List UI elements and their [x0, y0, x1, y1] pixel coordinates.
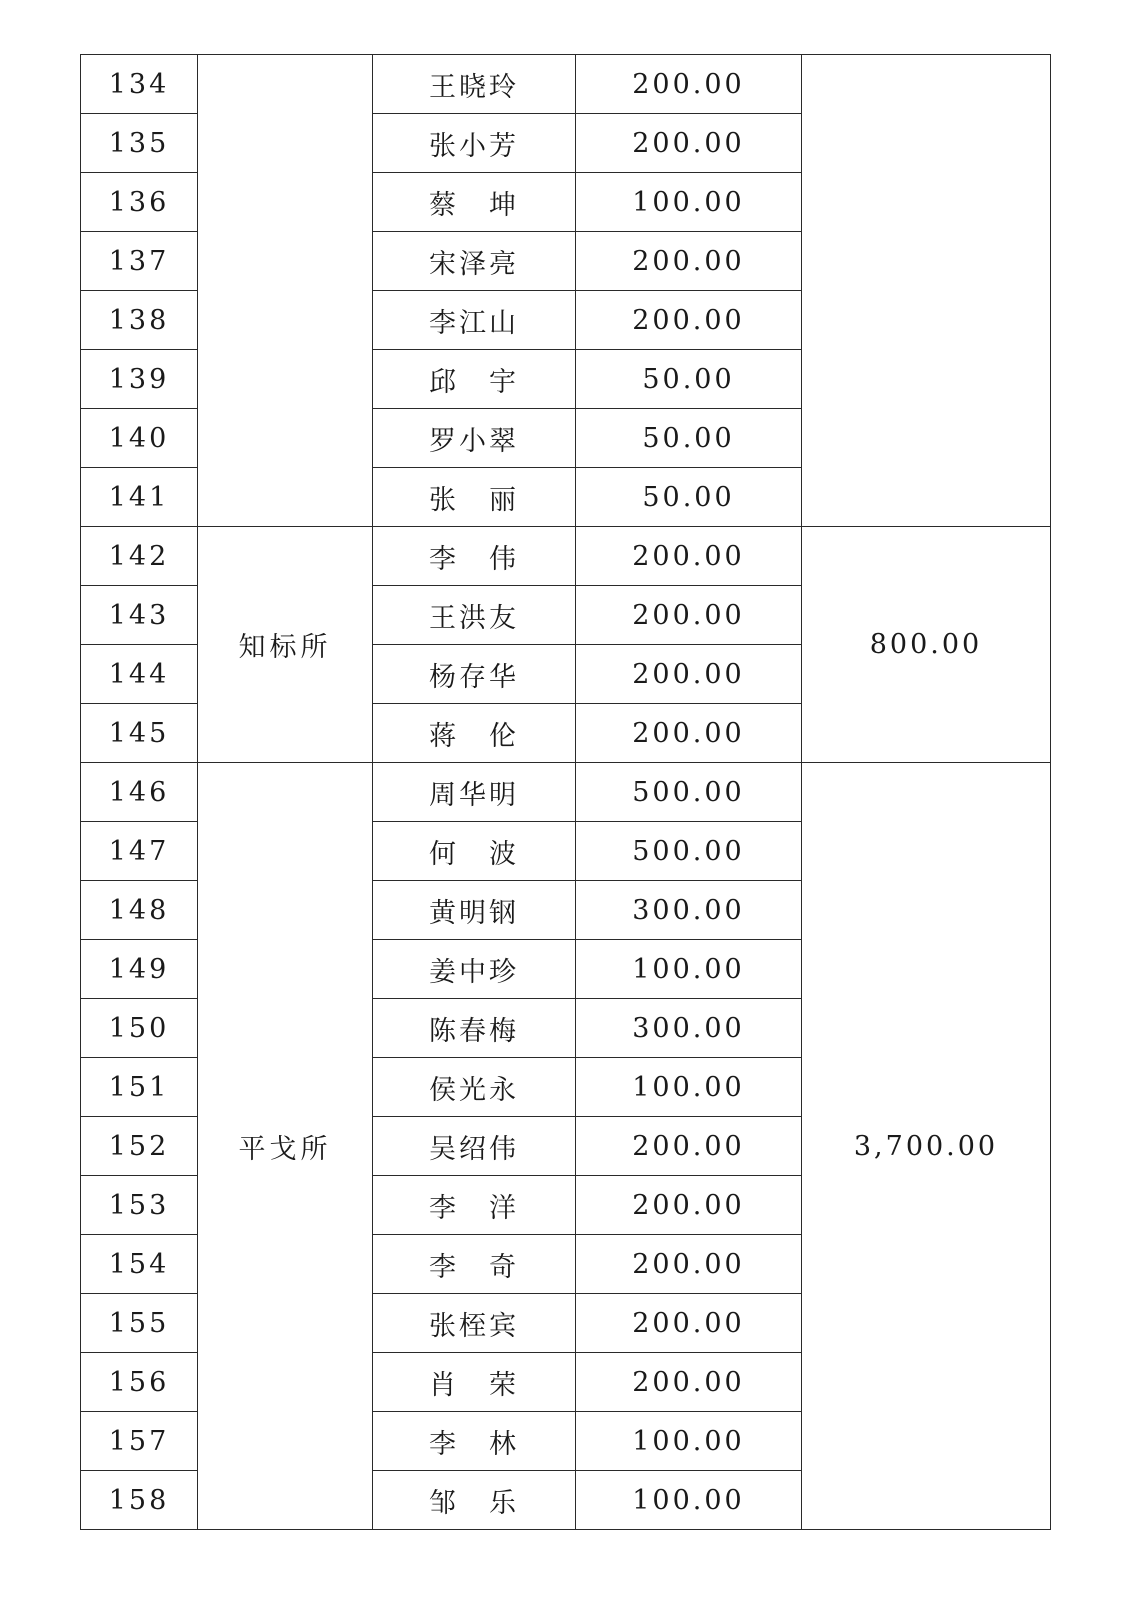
donation-amount: 200.00: [576, 232, 802, 291]
donation-amount: 200.00: [576, 1353, 802, 1412]
unit-name: 知标所: [198, 527, 373, 763]
row-number: 141: [81, 468, 198, 527]
donation-amount: 200.00: [576, 645, 802, 704]
donation-amount: 100.00: [576, 940, 802, 999]
person-name: 罗小翠: [373, 409, 576, 468]
donation-amount: 100.00: [576, 1412, 802, 1471]
row-number: 145: [81, 704, 198, 763]
donation-amount: 500.00: [576, 822, 802, 881]
donation-amount: 50.00: [576, 468, 802, 527]
donation-amount: 300.00: [576, 881, 802, 940]
person-name: 王晓玲: [373, 55, 576, 114]
person-name: 李 洋: [373, 1176, 576, 1235]
person-name: 宋泽亮: [373, 232, 576, 291]
row-number: 134: [81, 55, 198, 114]
donation-amount: 300.00: [576, 999, 802, 1058]
row-number: 158: [81, 1471, 198, 1530]
person-name: 何 波: [373, 822, 576, 881]
person-name: 李江山: [373, 291, 576, 350]
donation-amount: 200.00: [576, 704, 802, 763]
donation-table-body: [81, 55, 1051, 1530]
person-name: 张 丽: [373, 468, 576, 527]
row-number: 157: [81, 1412, 198, 1471]
person-name: 周华明: [373, 763, 576, 822]
table-row: [81, 527, 1051, 586]
donation-amount: 50.00: [576, 409, 802, 468]
row-number: 154: [81, 1235, 198, 1294]
person-name: 黄明钢: [373, 881, 576, 940]
donation-amount: 200.00: [576, 527, 802, 586]
person-name: 吴绍伟: [373, 1117, 576, 1176]
donation-amount: 500.00: [576, 763, 802, 822]
row-number: 140: [81, 409, 198, 468]
row-number: 142: [81, 527, 198, 586]
unit-subtotal: 3,700.00: [802, 763, 1051, 1530]
unit-subtotal: 800.00: [802, 527, 1051, 763]
donation-amount: 200.00: [576, 1235, 802, 1294]
donation-amount: 100.00: [576, 1058, 802, 1117]
table-row: [81, 55, 1051, 114]
person-name: 侯光永: [373, 1058, 576, 1117]
donation-amount: 200.00: [576, 586, 802, 645]
row-number: 135: [81, 114, 198, 173]
row-number: 137: [81, 232, 198, 291]
person-name: 陈春梅: [373, 999, 576, 1058]
donation-amount: 50.00: [576, 350, 802, 409]
donation-amount: 200.00: [576, 114, 802, 173]
table-row: [81, 763, 1051, 822]
person-name: 蒋 伦: [373, 704, 576, 763]
person-name: 邹 乐: [373, 1471, 576, 1530]
unit-name: [198, 55, 373, 527]
person-name: 李 伟: [373, 527, 576, 586]
person-name: 张小芳: [373, 114, 576, 173]
donation-amount: 100.00: [576, 173, 802, 232]
row-number: 152: [81, 1117, 198, 1176]
row-number: 136: [81, 173, 198, 232]
unit-name: 平戈所: [198, 763, 373, 1530]
donation-amount: 200.00: [576, 1117, 802, 1176]
donation-table: [80, 54, 1051, 1530]
person-name: 蔡 坤: [373, 173, 576, 232]
row-number: 155: [81, 1294, 198, 1353]
unit-subtotal: [802, 55, 1051, 527]
row-number: 150: [81, 999, 198, 1058]
donation-amount: 200.00: [576, 1294, 802, 1353]
row-number: 139: [81, 350, 198, 409]
row-number: 143: [81, 586, 198, 645]
donation-amount: 200.00: [576, 291, 802, 350]
row-number: 149: [81, 940, 198, 999]
row-number: 144: [81, 645, 198, 704]
person-name: 杨存华: [373, 645, 576, 704]
donation-table-page: [80, 54, 1050, 1554]
row-number: 153: [81, 1176, 198, 1235]
person-name: 邱 宇: [373, 350, 576, 409]
row-number: 147: [81, 822, 198, 881]
person-name: 肖 荣: [373, 1353, 576, 1412]
person-name: 李 林: [373, 1412, 576, 1471]
row-number: 156: [81, 1353, 198, 1412]
donation-amount: 200.00: [576, 1176, 802, 1235]
row-number: 146: [81, 763, 198, 822]
row-number: 138: [81, 291, 198, 350]
person-name: 王洪友: [373, 586, 576, 645]
person-name: 张桎宾: [373, 1294, 576, 1353]
row-number: 151: [81, 1058, 198, 1117]
donation-amount: 100.00: [576, 1471, 802, 1530]
donation-amount: 200.00: [576, 55, 802, 114]
row-number: 148: [81, 881, 198, 940]
person-name: 姜中珍: [373, 940, 576, 999]
person-name: 李 奇: [373, 1235, 576, 1294]
